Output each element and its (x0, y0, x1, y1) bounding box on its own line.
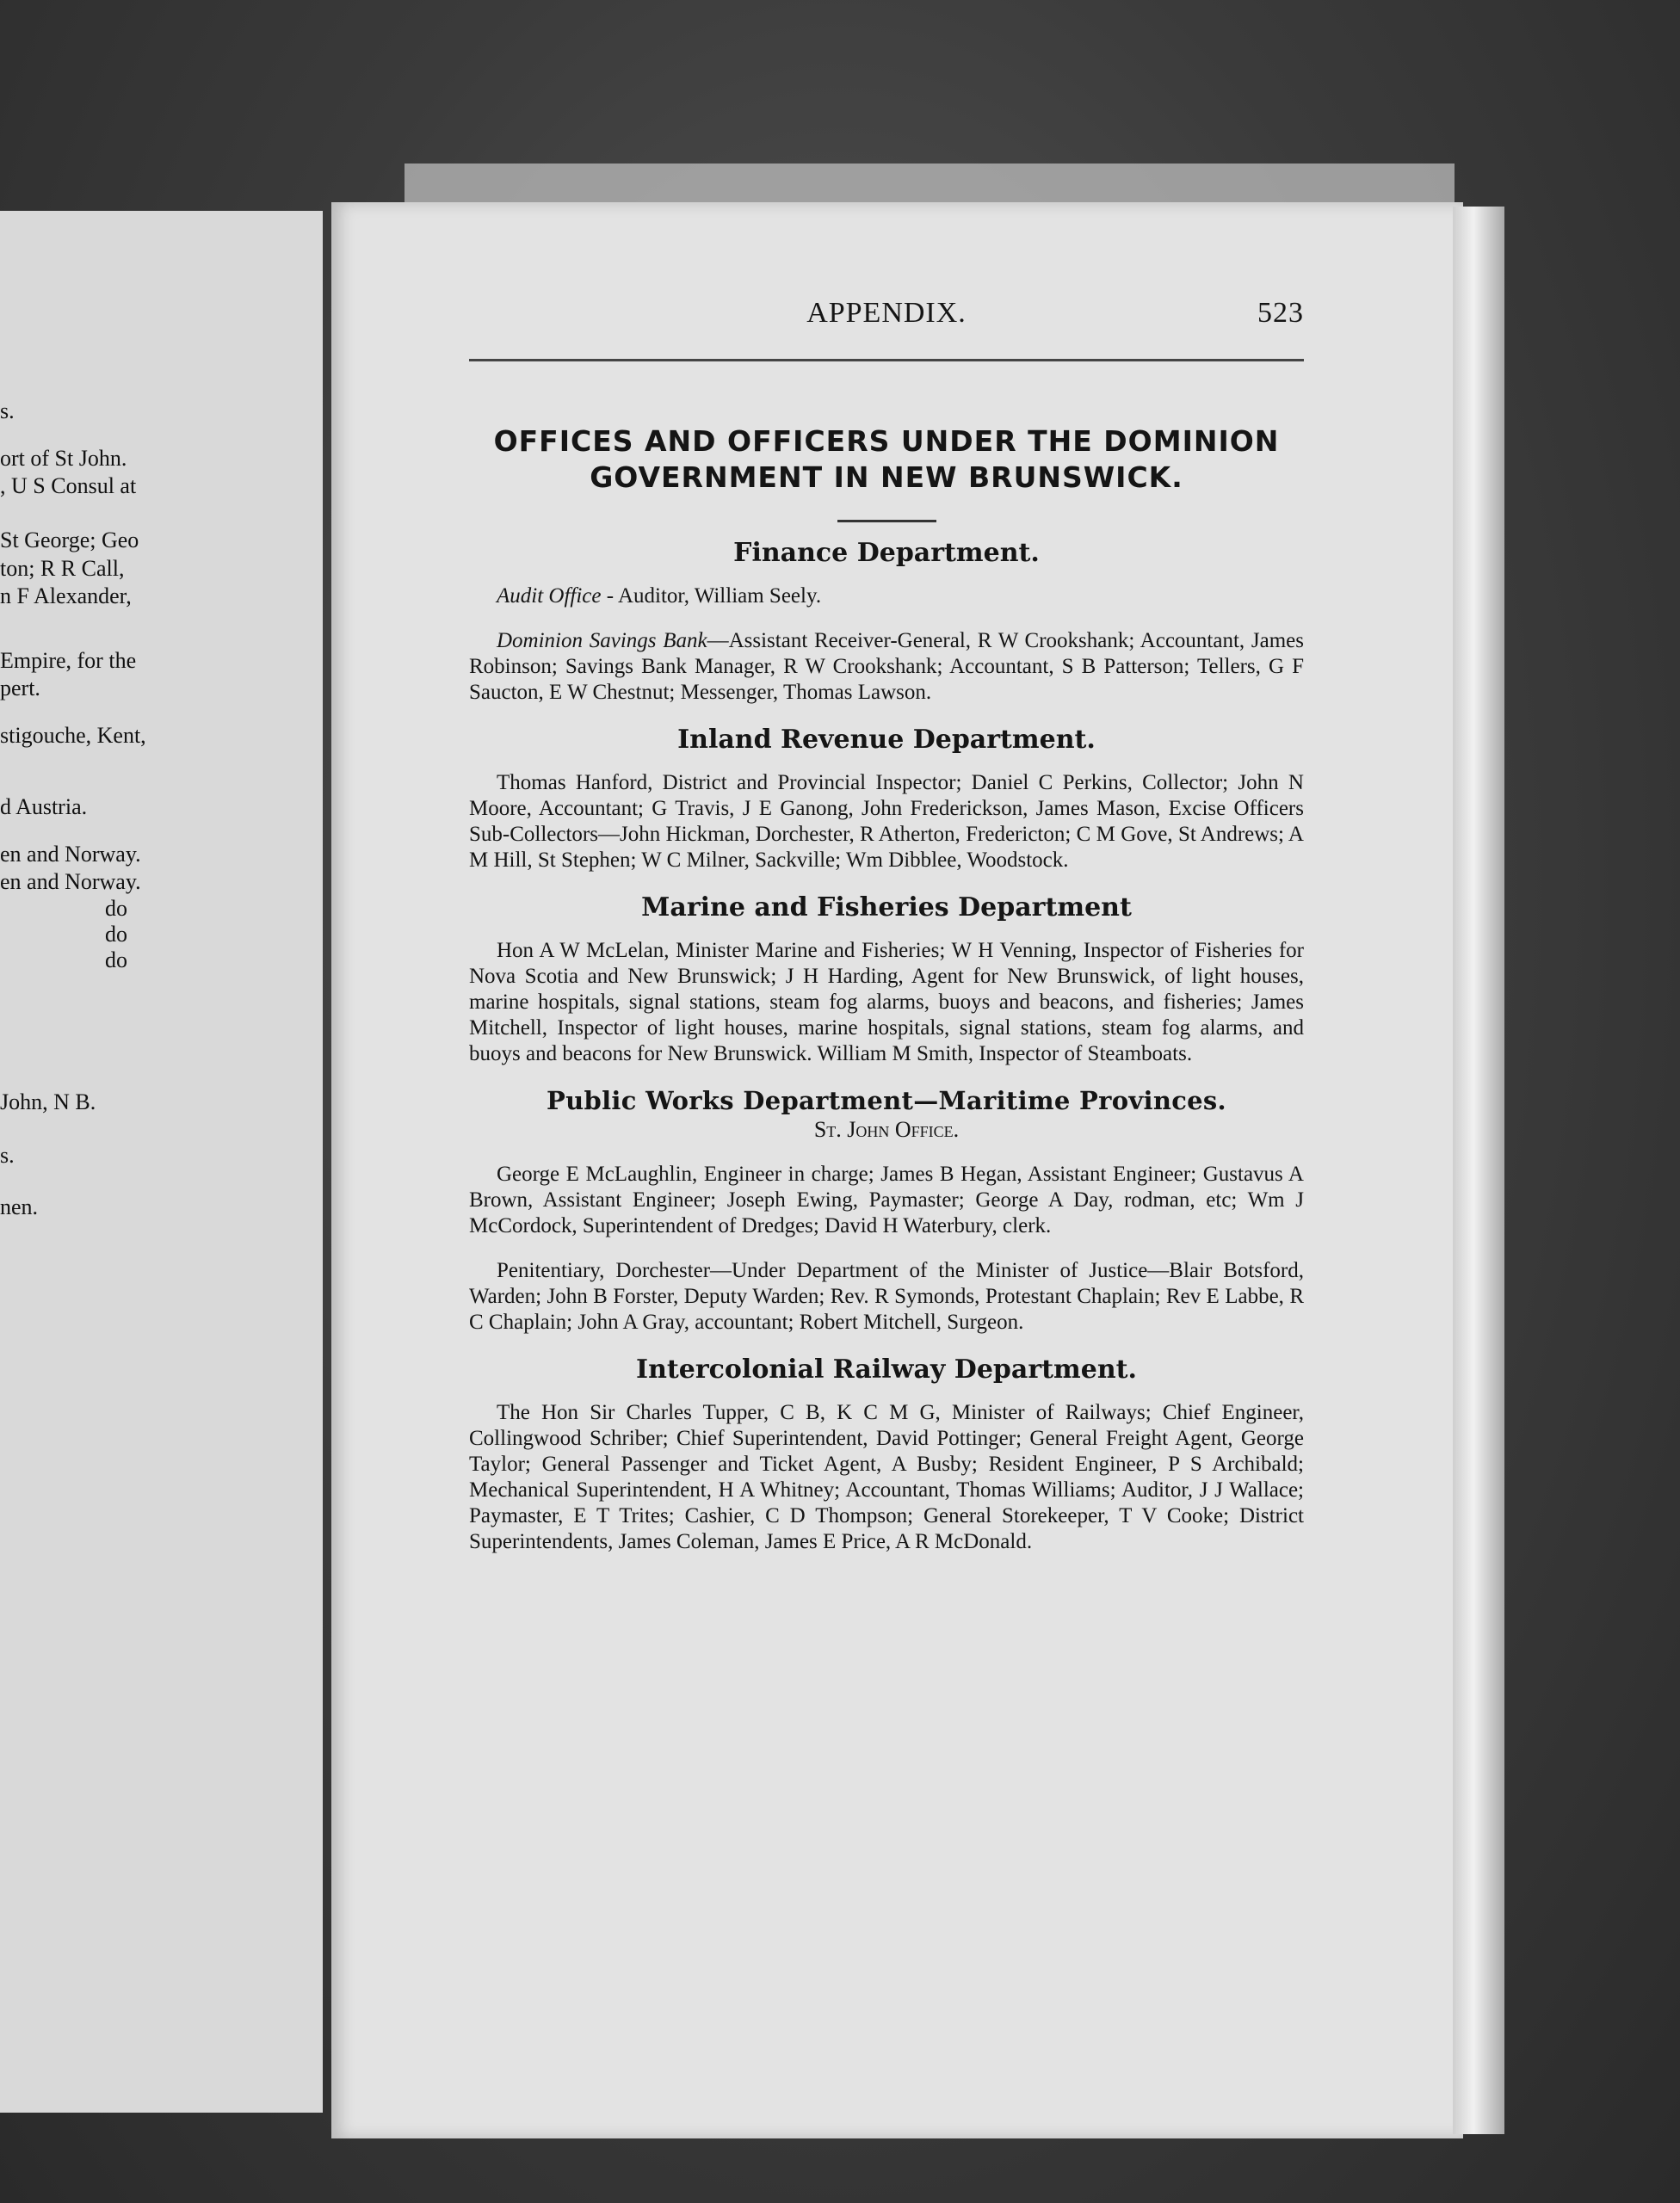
left-text-fragment: nen. (0, 1194, 39, 1219)
page-edge (1453, 207, 1504, 2134)
finance-section (469, 538, 1304, 706)
section-heading: Finance Department. (733, 538, 1040, 568)
section-subheading: St. John Office. (813, 1117, 960, 1142)
running-header (469, 297, 1304, 340)
left-text-fragment: d Austria. (0, 794, 88, 819)
section-paragraph: The Hon Sir Charles Tupper, C B, K C M G, Minister of Railways; Chief Engineer, Collingwood Schriber; Chief Superintendent, David Pottinger; General Freight Agent, George Taylor; General Passenger and Ticket Agent, A Busby; Resident Engineer, P S Archibald; Mechanical Superintendent, H A Whitney; Accountant, Thomas Williams; Auditor, J J Wallace; Paymaster, E T Trites; Cashier, C D Thompson; General Storekeeper, T V Cooke; District Superintendents, James Coleman, James E Price, A R McDonald. (469, 1401, 1304, 1553)
savings-bank-text: —Assistant Receiver-General, R W Crookshank; Accountant, James Robinson; Savings Bank Manager, R W Crookshank; Accountant, S B Patterson; Tellers, G F Saucton, E W Chestnut; Messenger, Thomas Lawson. (469, 629, 1304, 704)
title-divider (837, 520, 936, 522)
section-paragraph: George E McLaughlin, Engineer in charge; James B Hegan, Assistant Engineer; Gustavus A Brown, Assistant Engineer; Joseph Ewing, Paymaster; George A Day, rodman, etc; Wm J McCordock, Superintendent of Dredges; David H Waterbury, clerk. (469, 1163, 1304, 1237)
marine-fisheries-section (469, 892, 1304, 1067)
savings-bank-paragraph (469, 628, 1304, 706)
main-title (469, 423, 1304, 496)
left-text-fragment: Empire, for the (0, 648, 137, 673)
penitentiary-paragraph: Penitentiary, Dorchester—Under Department of the Minister of Justice—Blair Botsford, Warden; John B Forster, Deputy Warden; Rev. R Symonds, Protestant Chaplain; Rev E Labbe, R C Chaplain; John A Gray, accountant; Robert Mitchell, Surgeon. (469, 1259, 1304, 1334)
left-text-fragment: s. (0, 1143, 15, 1168)
left-text-fragment: n F Alexander, (0, 583, 132, 608)
section-heading: Public Works Department—Maritime Provinces. (547, 1086, 1226, 1115)
left-text-fragment: en and Norway. (0, 842, 141, 867)
main-title-line-2: GOVERNMENT IN NEW BRUNSWICK. (590, 460, 1183, 494)
left-text-fragment: ton; R R Call, (0, 556, 125, 581)
section-paragraph: Hon A W McLelan, Minister Marine and Fisheries; W H Venning, Inspector of Fisheries for Nova Scotia and New Brunswick; J H Harding, Agent for New Brunswick, of light houses, marine hospitals, signal stations, steam fog alarms, buoys and beacons, and fisheries; James Mitchell, Inspector of light houses, marine hospitals, signal stations, steam fog alarms, and buoys and beacons for New Brunswick. William M Smith, Inspector of Steamboats. (469, 939, 1304, 1065)
main-title-line-1: OFFICES AND OFFICERS UNDER THE DOMINION (493, 424, 1280, 458)
savings-bank-label: Dominion Savings Bank (497, 629, 707, 652)
left-text-fragment: do (105, 922, 127, 947)
audit-office-paragraph (469, 583, 1304, 609)
left-page (0, 211, 323, 2113)
running-title: APPENDIX. (806, 297, 967, 329)
left-text-fragment: ort of St John. (0, 446, 127, 471)
left-text-fragment: do (105, 896, 127, 921)
left-text-fragment: pert. (0, 676, 40, 700)
section-heading: Inland Revenue Department. (677, 725, 1096, 755)
section-heading: Intercolonial Railway Department. (636, 1355, 1137, 1385)
audit-office-text: - Auditor, William Seely. (601, 584, 822, 608)
page-number: 523 (1257, 297, 1304, 329)
page-content (469, 297, 1304, 1574)
section-heading: Marine and Fisheries Department (641, 892, 1132, 923)
left-text-fragment: s. (0, 398, 15, 423)
left-text-fragment: John, N B. (0, 1089, 96, 1114)
left-text-fragment: , U S Consul at (0, 473, 137, 498)
left-text-fragment: do (105, 947, 127, 972)
left-text-fragment: stigouche, Kent, (0, 723, 146, 748)
left-text-fragment: en and Norway. (0, 869, 141, 894)
left-text-fragment: St George; Geo (0, 528, 139, 552)
audit-office-label: Audit Office (497, 584, 602, 608)
inland-revenue-section (469, 725, 1304, 873)
public-works-section (469, 1086, 1304, 1336)
section-paragraph: Thomas Hanford, District and Provincial Inspector; Daniel C Perkins, Collector; John N Moore, Accountant; G Travis, J E Ganong, John Frederickson, James Mason, Excise Officers Sub-Collectors—John Hickman, Dorchester, R Atherton, Fredericton; C M Gove, St Andrews; A M Hill, St Stephen; W C Milner, Sackville; Wm Dibblee, Woodstock. (469, 771, 1304, 872)
intercolonial-railway-section (469, 1355, 1304, 1555)
